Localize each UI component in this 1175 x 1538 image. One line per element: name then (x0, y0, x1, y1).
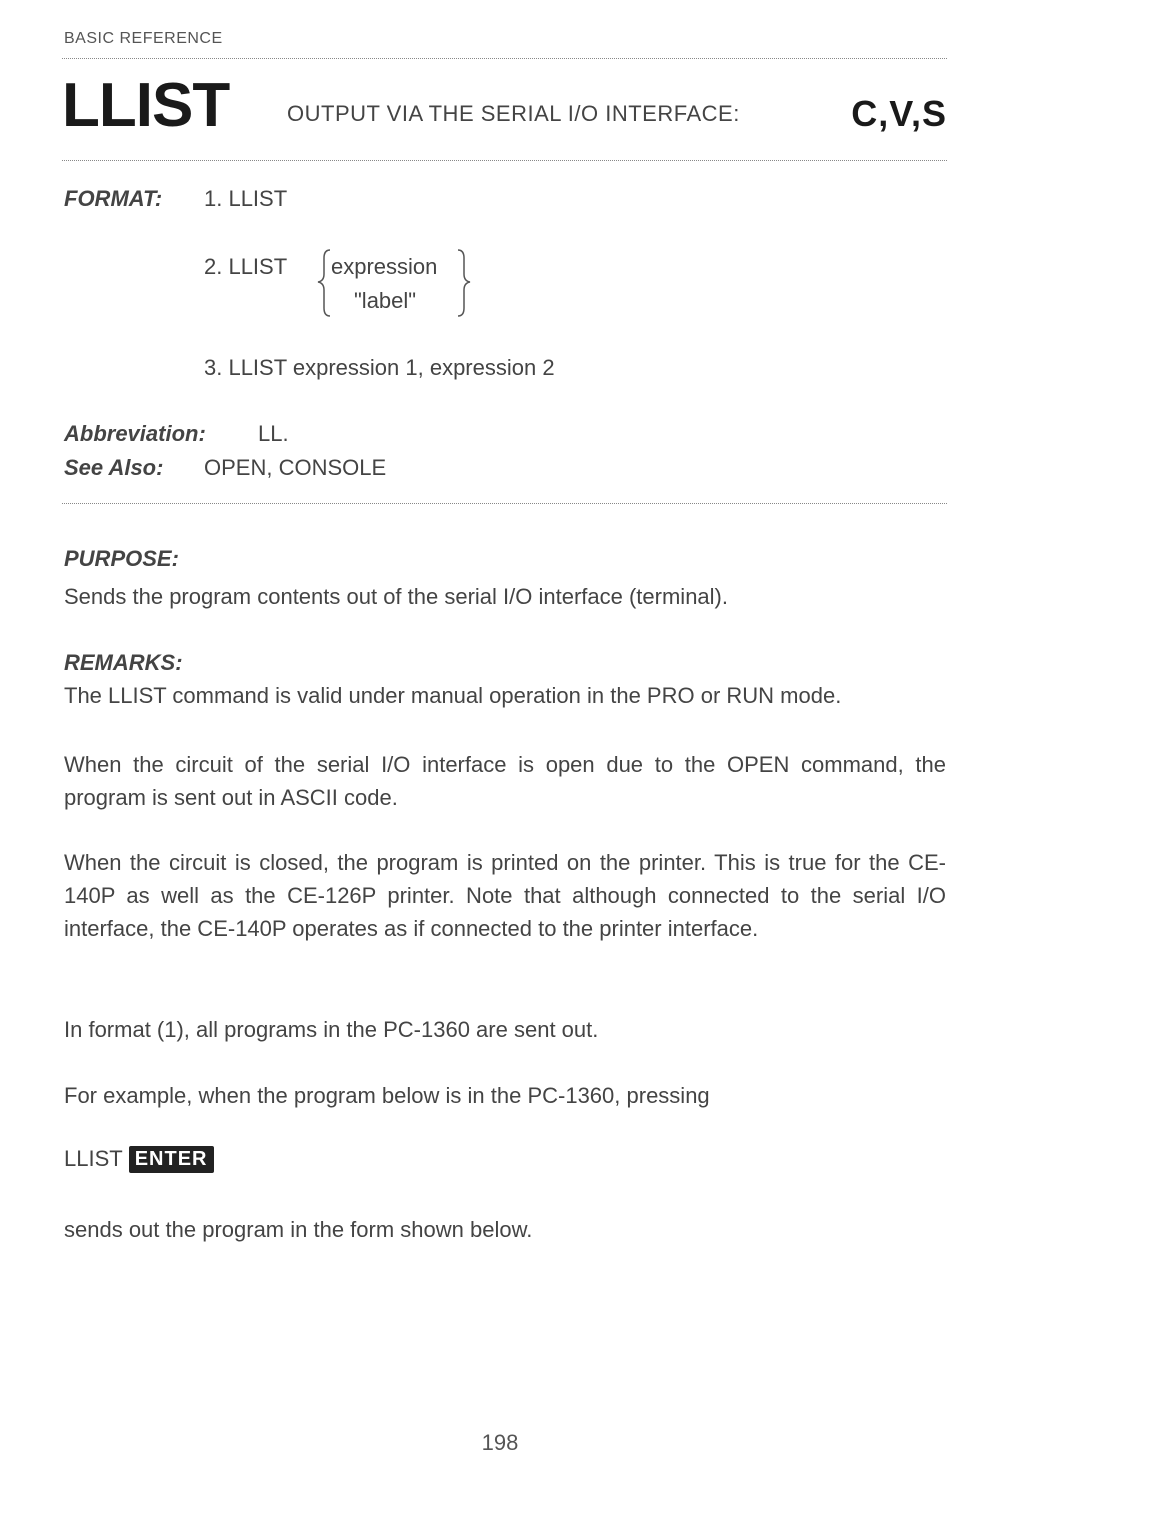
command-description: OUTPUT VIA THE SERIAL I/O INTERFACE: (287, 101, 740, 126)
enter-key: ENTER (129, 1146, 214, 1173)
abbreviation-label: Abbreviation: (64, 421, 206, 446)
format-option-label: "label" (354, 288, 417, 313)
see-also-label: See Also: (64, 455, 164, 480)
purpose-text: Sends the program contents out of the serial I/O interface (terminal). (64, 584, 728, 609)
after-key-text: sends out the program in the form shown below. (64, 1217, 533, 1242)
page-number: 198 (481, 1430, 519, 1455)
format-line-2: 2. LLIST (204, 254, 288, 279)
see-also-value: OPEN, CONSOLE (204, 455, 387, 480)
remarks-paragraph: The LLIST command is valid under manual operation in the PRO or RUN mode. (64, 683, 842, 708)
command-name: LLIST (62, 71, 230, 140)
key-sequence-command: LLIST (64, 1146, 123, 1171)
format-line-1: 1. LLIST (204, 186, 288, 211)
key-sequence (64, 1146, 214, 1173)
header-rule (62, 58, 947, 59)
abbreviation-value: LL. (258, 421, 289, 446)
command-modes: C,V,S (851, 93, 947, 134)
remarks-heading: REMARKS: (64, 650, 183, 675)
remarks-paragraph: When the circuit is closed, the program is printed on the printer. This is true for the CE-140P as well as the CE-126P printer. Note that although connected to the serial I/O interface, the CE-140P operates as if connected to the printer interface. (64, 850, 946, 941)
running-head: BASIC REFERENCE (64, 30, 223, 47)
remarks-paragraph: In format (1), all programs in the PC-1360 are sent out. (64, 1017, 599, 1042)
remarks-paragraph: For example, when the program below is in the PC-1360, pressing (64, 1083, 710, 1108)
section-rule (62, 503, 947, 504)
remarks-paragraph: When the circuit of the serial I/O interface is open due to the OPEN command, the program is sent out in ASCII code. (64, 752, 946, 810)
format-line-3: 3. LLIST expression 1, expression 2 (204, 355, 555, 380)
title-rule (62, 160, 947, 161)
format-label: FORMAT: (64, 186, 163, 211)
purpose-heading: PURPOSE: (64, 546, 179, 571)
format-option-expression: expression (331, 254, 438, 279)
